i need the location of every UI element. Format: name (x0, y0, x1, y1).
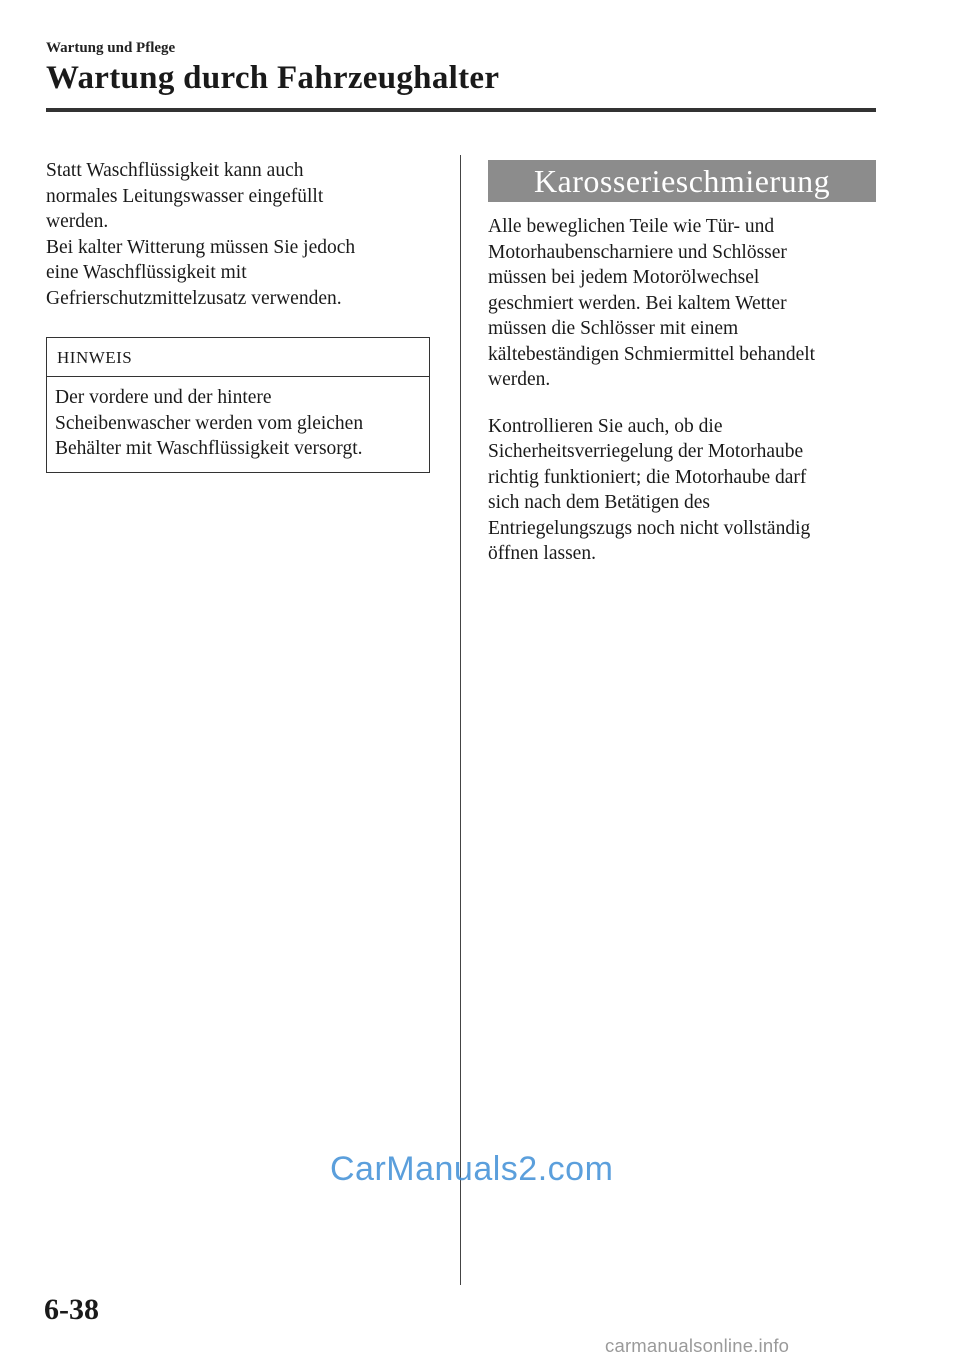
text-line: Motorhaubenscharniere und Schlösser (488, 241, 787, 263)
right-column (488, 160, 878, 567)
text-line: Kontrollieren Sie auch, ob die (488, 415, 723, 437)
text-line: normales Leitungswasser eingefüllt (46, 185, 324, 207)
footer-site-watermark: carmanualsonline.info (605, 1335, 790, 1356)
lubrication-paragraph (488, 214, 878, 393)
text-line: Alle beweglichen Teile wie Tür- und (488, 216, 775, 237)
text-line: Der vordere und der hintere (55, 387, 272, 408)
left-column (46, 158, 436, 473)
text-line: Bei kalter Witterung müssen Sie jedoch (46, 236, 356, 258)
note-box (46, 337, 430, 473)
text-line: Behälter mit Waschflüssigkeit versorgt. (55, 438, 363, 459)
page-number: 6-38 (44, 1293, 99, 1326)
page-title: Wartung durch Fahrzeughalter (46, 60, 500, 96)
watermark: CarManuals2.com (330, 1150, 614, 1188)
hood-latch-paragraph (488, 414, 878, 567)
text-line: öffnen lassen. (488, 543, 596, 564)
text-line: richtig funktioniert; die Motorhaube darf (488, 466, 807, 488)
column-divider (460, 155, 461, 1285)
text-line: werden. (488, 369, 551, 390)
text-line: kältebeständigen Schmiermittel behandelt (488, 343, 816, 365)
text-line: Sicherheitsverriegelung der Motorhaube (488, 441, 804, 462)
text-line: müssen bei jedem Motorölwechsel (488, 267, 760, 288)
intro-paragraph (46, 158, 436, 311)
breadcrumb: Wartung und Pflege (46, 40, 176, 56)
note-label: HINWEIS (47, 338, 429, 377)
text-line: eine Waschflüssigkeit mit (46, 262, 247, 283)
text-line: Scheibenwascher werden vom gleichen (55, 412, 364, 434)
title-divider (46, 108, 876, 112)
text-line: Entriegelungszugs noch nicht vollständig (488, 517, 811, 539)
text-line: werden. (46, 211, 109, 232)
text-line: Gefrierschutzmittelzusatz verwenden. (46, 287, 342, 309)
text-line: müssen die Schlösser mit einem (488, 318, 739, 339)
text-line: geschmiert werden. Bei kaltem Wetter (488, 292, 787, 314)
text-line: Statt Waschflüssigkeit kann auch (46, 160, 304, 181)
text-line: sich nach dem Betätigen des (488, 492, 711, 513)
note-body (47, 377, 429, 472)
section-heading: Karosserieschmierung (488, 160, 876, 202)
